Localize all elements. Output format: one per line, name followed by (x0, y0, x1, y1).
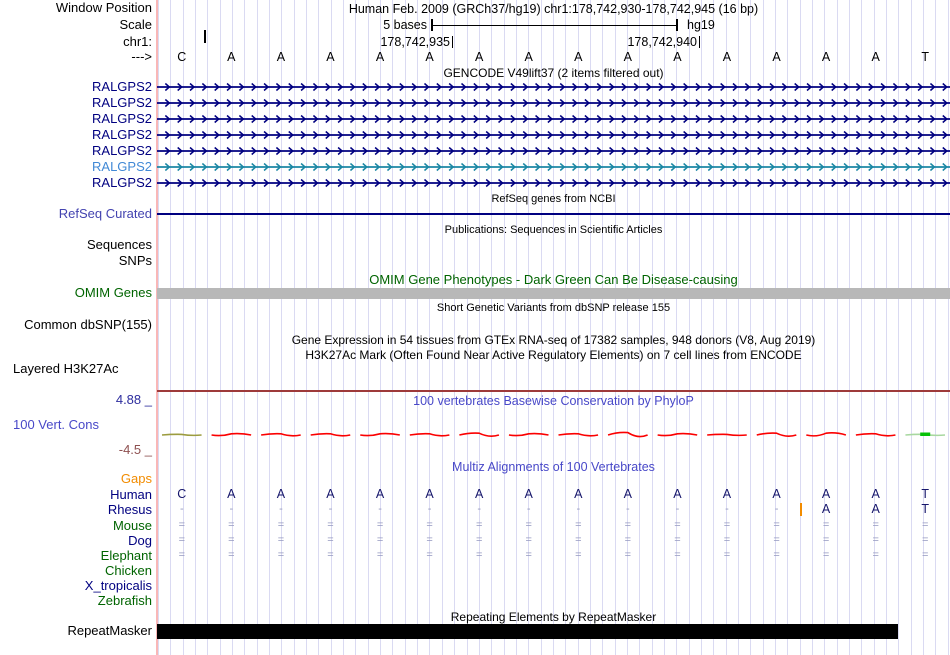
multiz-human-cell: A (326, 487, 335, 501)
multiz-mouse-cell: = (624, 519, 632, 531)
multiz-dog-cell: = (376, 534, 384, 546)
multiz-elephant-cell: = (376, 549, 384, 561)
multiz-human-cell: C (177, 487, 187, 501)
multiz-mouse-cell: = (228, 519, 235, 531)
omim-genes-label[interactable]: OMIM Genes (74, 285, 152, 300)
multiz-human-cell: A (524, 487, 533, 501)
multiz-dog-cell: = (327, 534, 334, 546)
assembly-title: Human Feb. 2009 (GRCh37/hg19) (348, 2, 541, 16)
multiz-mouse-cell: = (525, 519, 532, 531)
ruler-pos-1: 178,742,935 (380, 35, 450, 49)
sequence-base: A (524, 50, 533, 64)
multiz-mouse-cell: = (922, 519, 929, 531)
species-human-label[interactable]: Human (110, 487, 152, 502)
wiggle-base-segment (311, 434, 351, 436)
position-title: chr1:178,742,930-178,742,945 (16 bp) (544, 2, 759, 16)
refseq-group-title[interactable]: RefSeq genes from NCBI (491, 193, 616, 205)
scale-bar (431, 25, 677, 27)
multiz-human-cell: T (921, 487, 930, 501)
vert-cons-label[interactable]: 100 Vert. Cons (13, 417, 99, 432)
multiz-elephant-cell: = (922, 549, 929, 561)
multiz-rhesus-cell: T (921, 502, 930, 516)
layered-h3k27ac-label[interactable]: Layered H3K27Ac (13, 361, 119, 376)
multiz-elephant-cell: = (773, 549, 780, 561)
multiz-dog-cell: = (475, 534, 483, 546)
multiz-elephant-cell: = (178, 549, 185, 561)
gencode-title[interactable]: GENCODE V49lift37 (2 items filtered out) (443, 66, 664, 80)
multiz-dog-cell: = (674, 534, 681, 546)
multiz-human-cell: A (821, 487, 831, 501)
gene-ralgps2-7[interactable]: RALGPS2 (92, 175, 152, 190)
scale-label: Scale (119, 17, 152, 32)
sequence-base: C (177, 50, 187, 64)
multiz-rhesus-cell: - (229, 503, 234, 515)
species-dog-label[interactable]: Dog (128, 533, 152, 548)
species-elephant-label[interactable]: Elephant (100, 548, 152, 563)
multiz-rhesus-cell: - (675, 503, 680, 515)
species-mouse-label[interactable]: Mouse (112, 518, 152, 533)
sequences-label[interactable]: Sequences (86, 237, 152, 252)
multiz-elephant-cell: = (872, 549, 879, 561)
chrom-label: chr1: (123, 34, 152, 49)
gene-transcript-row[interactable] (157, 129, 950, 141)
omim-genes-bar[interactable] (157, 288, 950, 299)
genome-version: hg19 (687, 18, 715, 32)
multiz-human-cell: A (722, 487, 732, 501)
multiz-rhesus-cell: - (725, 503, 729, 515)
gene-ralgps2-2[interactable]: RALGPS2 (92, 95, 152, 110)
gene-transcript-row[interactable] (157, 145, 950, 157)
ruler-pos-2: 178,742,940 (627, 35, 697, 49)
multiz-human-cell: A (276, 487, 286, 501)
gene-ralgps2-1[interactable]: RALGPS2 (92, 79, 152, 94)
multiz-human-cell: A (227, 487, 236, 501)
strand-label: ---> (131, 49, 152, 64)
sequence-base: A (227, 50, 236, 64)
multiz-mouse-cell: = (327, 519, 334, 531)
sequence-base: A (673, 50, 682, 64)
multiz-elephant-cell: = (575, 549, 582, 561)
wiggle-base-segment (856, 434, 896, 436)
multiz-elephant-cell: = (327, 549, 334, 561)
multiz-dog-cell: = (525, 534, 532, 546)
species-zebrafish-label[interactable]: Zebrafish (97, 593, 152, 608)
wiggle-base-segment (509, 434, 549, 436)
multiz-human-cell: A (425, 487, 434, 501)
wiggle-base-segment (707, 434, 747, 435)
wiggle-base-segment (212, 434, 252, 436)
multiz-elephant-cell: = (277, 549, 285, 561)
gene-ralgps2-6[interactable]: RALGPS2 (92, 159, 152, 174)
multiz-rhesus-cell: - (378, 503, 382, 515)
multiz-dog-cell: = (872, 534, 879, 546)
repeatmasker-label[interactable]: RepeatMasker (67, 623, 152, 638)
wiggle-base-segment (608, 432, 648, 436)
sequence-base: T (921, 50, 930, 64)
refseq-curated-label[interactable]: RefSeq Curated (58, 206, 152, 221)
gtex-title[interactable]: Gene Expression in 54 tissues from GTEx RNA-seq of 17382 samples, 948 donors (V8, Aug 2019) (291, 333, 816, 347)
sequence-base: A (474, 50, 484, 64)
multiz-rhesus-cell: - (179, 503, 184, 515)
multiz-rhesus-cell: A (871, 502, 880, 516)
wiggle-base-segment (757, 433, 797, 436)
sequence-base: A (821, 50, 831, 64)
multiz-elephant-cell: = (822, 549, 830, 561)
multiz-dog-cell: = (178, 534, 185, 546)
gaps-label[interactable]: Gaps (120, 471, 152, 486)
multiz-rhesus-cell: - (279, 503, 283, 515)
multiz-human-cell: A (623, 487, 633, 501)
gene-transcript-row[interactable] (157, 177, 950, 189)
multiz-title[interactable]: Multiz Alignments of 100 Vertebrates (452, 460, 655, 474)
multiz-mouse-cell: = (822, 519, 830, 531)
sequence-base: A (375, 50, 385, 64)
gene-ralgps2-5[interactable]: RALGPS2 (92, 143, 152, 158)
wiggle-base-segment (459, 433, 499, 436)
wiggle-base-segment (410, 434, 450, 436)
sequence-base: A (276, 50, 286, 64)
sequence-base: A (772, 50, 781, 64)
multiz-elephant-cell: = (525, 549, 532, 561)
multiz-elephant-cell: = (228, 549, 235, 561)
multiz-dog-cell: = (624, 534, 632, 546)
sequence-base: A (574, 50, 583, 64)
window-position-title (157, 2, 950, 16)
multiz-gap-tick (800, 503, 802, 516)
multiz-elephant-cell: = (624, 549, 632, 561)
multiz-human-cell: A (574, 487, 583, 501)
multiz-rhesus-cell: - (328, 503, 333, 515)
refseq-curated-line[interactable] (157, 213, 950, 215)
h3k27ac-title[interactable]: H3K27Ac Mark (Often Found Near Active Regulatory Elements) on 7 cell lines from ENCODE (305, 348, 802, 362)
species-chicken-label[interactable]: Chicken (105, 563, 152, 578)
gene-transcript-row[interactable] (157, 81, 950, 93)
ruler-tick-935 (452, 36, 454, 48)
gene-ralgps2-4[interactable]: RALGPS2 (92, 127, 152, 142)
sequence-base: A (871, 50, 880, 64)
sequence-base: A (425, 50, 434, 64)
multiz-mouse-cell: = (178, 519, 185, 531)
cons-min-label: -4.5 _ (118, 442, 152, 457)
multiz-mouse-cell: = (575, 519, 582, 531)
multiz-mouse-cell: = (426, 519, 433, 531)
multiz-elephant-cell: = (426, 549, 433, 561)
wiggle-base-segment (658, 434, 698, 436)
snps-label[interactable]: SNPs (118, 253, 152, 268)
multiz-human-cell: A (673, 487, 682, 501)
multiz-rhesus-cell: - (526, 503, 531, 515)
multiz-dog-cell: = (575, 534, 582, 546)
multiz-rhesus-cell: A (821, 502, 831, 516)
multiz-dog-cell: = (773, 534, 780, 546)
omim-title[interactable]: OMIM Gene Phenotypes - Dark Green Can Be Disease-causing (369, 272, 738, 287)
species-x-tropicalis-label[interactable]: X_tropicalis (84, 578, 152, 593)
multiz-mouse-cell: = (277, 519, 285, 531)
multiz-elephant-cell: = (475, 549, 483, 561)
gene-transcript-row[interactable] (157, 97, 950, 109)
window-position-label: Window Position (55, 0, 152, 15)
wiggle-base-segment (360, 434, 400, 436)
multiz-rhesus-cell: - (774, 503, 779, 515)
multiz-dog-cell: = (822, 534, 830, 546)
species-rhesus-label[interactable]: Rhesus (107, 502, 152, 517)
gene-ralgps2-3[interactable]: RALGPS2 (92, 111, 152, 126)
dbsnp-title[interactable]: Short Genetic Variants from dbSNP release 155 (436, 302, 671, 314)
repeatmasker-bar[interactable] (157, 624, 898, 639)
publications-title[interactable]: Publications: Sequences in Scientific Articles (444, 224, 663, 236)
wiggle-base-segment (806, 433, 846, 436)
multiz-mouse-cell: = (376, 519, 384, 531)
multiz-dog-cell: = (426, 534, 433, 546)
multiz-dog-cell: = (922, 534, 929, 546)
phylop-title[interactable]: 100 vertebrates Basewise Conservation by PhyloP (413, 394, 694, 408)
multiz-mouse-cell: = (475, 519, 483, 531)
gene-transcript-row[interactable] (157, 161, 950, 173)
phylop-wiggle-svg (157, 427, 950, 443)
multiz-mouse-cell: = (674, 519, 681, 531)
scale-value: 5 bases (383, 18, 427, 32)
multiz-human-cell: A (772, 487, 781, 501)
repeat-title[interactable]: Repeating Elements by RepeatMasker (450, 610, 657, 624)
ruler-tick-930 (204, 30, 206, 43)
multiz-rhesus-cell: - (576, 503, 581, 515)
multiz-human-cell: A (375, 487, 385, 501)
sequence-base: A (722, 50, 732, 64)
scale-bar-right-cap (676, 19, 678, 31)
multiz-human-cell: A (871, 487, 880, 501)
multiz-rhesus-cell: - (626, 503, 630, 515)
wiggle-base-segment (261, 434, 301, 436)
wiggle-base-segment (559, 434, 599, 436)
multiz-mouse-cell: = (723, 519, 731, 531)
multiz-dog-cell: = (228, 534, 235, 546)
sequence-base: A (623, 50, 633, 64)
multiz-rhesus-cell: - (427, 503, 432, 515)
wiggle-green-mark (920, 433, 930, 437)
multiz-mouse-cell: = (872, 519, 879, 531)
multiz-dog-cell: = (277, 534, 285, 546)
multiz-dog-cell: = (723, 534, 731, 546)
multiz-human-cell: A (474, 487, 484, 501)
gene-transcript-row[interactable] (157, 113, 950, 125)
multiz-elephant-cell: = (723, 549, 731, 561)
ruler-tick-940 (699, 36, 701, 48)
cons-max-label: 4.88 _ (115, 392, 152, 407)
multiz-rhesus-cell: - (477, 503, 481, 515)
multiz-elephant-cell: = (674, 549, 681, 561)
sequence-base: A (326, 50, 335, 64)
wiggle-base-segment (162, 434, 202, 435)
multiz-mouse-cell: = (773, 519, 780, 531)
common-dbsnp-label[interactable]: Common dbSNP(155) (24, 317, 152, 332)
conservation-top-line (157, 390, 950, 392)
